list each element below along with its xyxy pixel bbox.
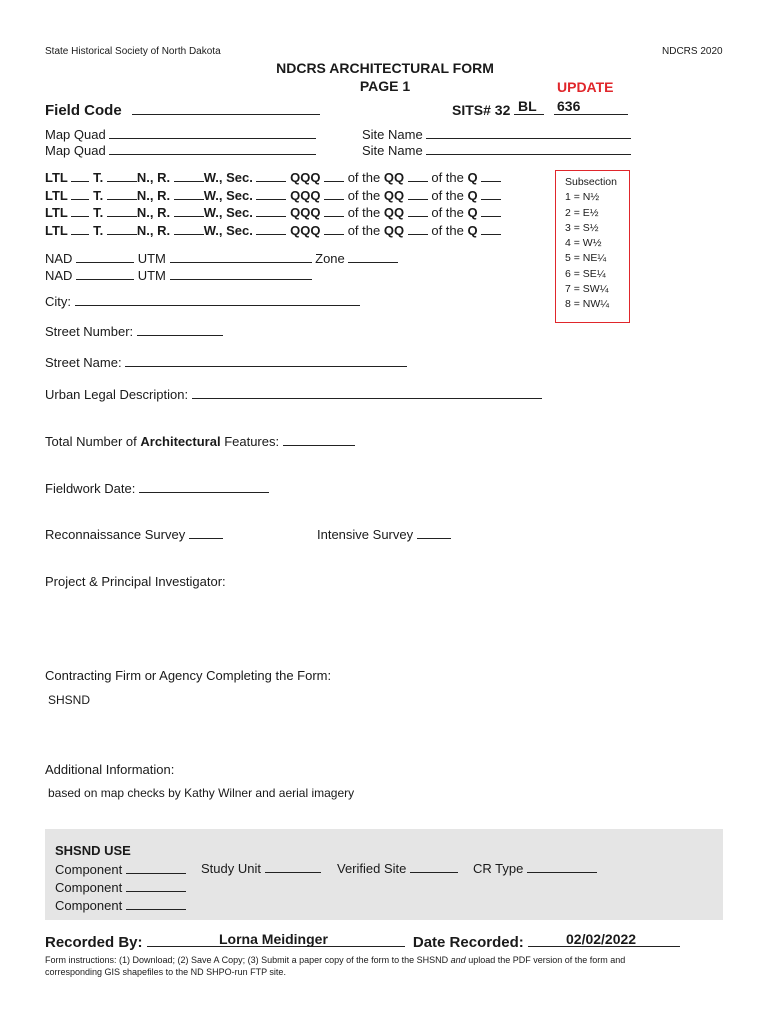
total-features-row <box>45 434 355 449</box>
map-quad-input-1[interactable] <box>109 138 316 139</box>
range-label: N., R. <box>136 170 171 185</box>
range-input[interactable] <box>174 199 204 200</box>
sits-number-input[interactable] <box>554 114 628 115</box>
verified-site-row <box>337 861 458 876</box>
ltl-row <box>45 222 501 240</box>
subsection-item: 3 = S½ <box>565 221 599 234</box>
subsection-item: 1 = N½ <box>565 191 600 204</box>
qqq-label: QQQ <box>290 187 321 203</box>
utm-input-1[interactable] <box>170 262 312 263</box>
subsection-title: Subsection <box>565 176 617 188</box>
nad-input-2[interactable] <box>76 279 134 280</box>
ltl-input[interactable] <box>71 216 89 217</box>
map-quad-block <box>45 127 316 159</box>
study-unit-row <box>201 861 321 876</box>
urban-legal-row <box>45 387 542 402</box>
q-input[interactable] <box>481 199 501 200</box>
form-instructions <box>45 955 625 978</box>
component-input-3[interactable] <box>126 909 186 910</box>
recorded-by-label: Recorded By: <box>45 934 143 951</box>
section-label: W., Sec. <box>203 187 253 203</box>
map-quad-label: Map Quad <box>45 143 106 158</box>
street-name-label: Street Name: <box>45 355 122 370</box>
contracting-firm-label: Contracting Firm or Agency Completing the Form: <box>45 668 332 683</box>
q-label: Q <box>467 187 478 203</box>
section-input[interactable] <box>256 216 286 217</box>
additional-info-value[interactable]: based on map checks by Kathy Wilner and aerial imagery <box>48 786 355 800</box>
zone-input[interactable] <box>348 262 398 263</box>
qq-label: QQ <box>383 187 405 203</box>
subsection-item: 4 = W½ <box>565 237 602 250</box>
component-label: Component <box>55 880 123 895</box>
update-stamp: UPDATE <box>557 79 614 95</box>
component-column <box>55 861 186 915</box>
sits-number-value: 636 <box>557 98 581 114</box>
city-label: City: <box>45 294 71 309</box>
shsnd-use-title: SHSND USE <box>55 843 131 858</box>
range-label: N., R. <box>136 223 171 239</box>
section-input[interactable] <box>256 234 286 235</box>
ltl-block <box>45 169 501 240</box>
qq-input[interactable] <box>408 181 428 182</box>
study-unit-input[interactable] <box>265 872 321 873</box>
sits-county-value: BL <box>518 98 537 114</box>
site-name-label: Site Name <box>362 127 423 142</box>
component-input-2[interactable] <box>126 891 186 892</box>
township-label: T. <box>93 223 104 239</box>
cr-type-label: CR Type <box>473 861 524 876</box>
section-label: W., Sec. <box>203 223 253 239</box>
component-label: Component <box>55 862 123 877</box>
field-code-label: Field Code <box>45 102 122 119</box>
nad-label: NAD <box>45 268 73 283</box>
section-label: W., Sec. <box>203 170 253 185</box>
utm-input-2[interactable] <box>170 279 312 280</box>
street-number-row <box>45 324 223 339</box>
city-row <box>45 294 360 309</box>
of-the-label: of the <box>431 170 464 185</box>
utm-label: UTM <box>137 251 166 266</box>
qq-input[interactable] <box>408 234 428 235</box>
qqq-input[interactable] <box>324 199 344 200</box>
form-title: NDCRS ARCHITECTURAL FORM <box>276 60 494 76</box>
ltl-label: LTL <box>45 205 68 221</box>
township-input[interactable] <box>107 234 137 235</box>
subsection-item: 5 = NE¼ <box>565 252 607 265</box>
field-code-row <box>45 102 320 119</box>
recon-survey-label: Reconnaissance Survey <box>45 527 186 542</box>
form-code: NDCRS 2020 <box>662 46 723 57</box>
total-features-suffix: Features: <box>220 434 280 449</box>
section-label: W., Sec. <box>203 205 253 221</box>
recorded-by-value: Lorna Meidinger <box>219 931 328 947</box>
sits-label: SITS# 32 <box>452 102 511 118</box>
range-input[interactable] <box>174 216 204 217</box>
verified-site-label: Verified Site <box>337 861 407 876</box>
zone-label: Zone <box>315 251 345 266</box>
section-input[interactable] <box>256 181 286 182</box>
instructions-part-2: upload the PDF version of the form and <box>465 955 626 965</box>
of-the-label: of the <box>431 205 464 221</box>
date-recorded-label: Date Recorded: <box>412 934 524 951</box>
ltl-label: LTL <box>45 187 68 203</box>
qq-label: QQ <box>383 205 405 221</box>
city-input[interactable] <box>75 305 360 306</box>
total-features-input[interactable] <box>283 445 355 446</box>
ltl-input[interactable] <box>71 181 89 182</box>
qq-input[interactable] <box>408 216 428 217</box>
cr-type-input[interactable] <box>527 872 597 873</box>
ltl-input[interactable] <box>71 234 89 235</box>
recon-survey-input[interactable] <box>189 538 223 539</box>
qqq-label: QQQ <box>290 205 321 221</box>
nad-utm-block <box>45 250 398 284</box>
map-quad-label: Map Quad <box>45 127 106 142</box>
street-number-input[interactable] <box>137 335 223 336</box>
study-unit-label: Study Unit <box>201 861 261 876</box>
org-name: State Historical Society of North Dakota <box>45 46 221 57</box>
nad-input-1[interactable] <box>76 262 134 263</box>
of-the-label: of the <box>347 187 381 203</box>
fieldwork-date-row <box>45 481 269 496</box>
intensive-survey-row <box>317 527 451 542</box>
of-the-label: of the <box>347 205 381 221</box>
township-input[interactable] <box>107 181 137 182</box>
q-label: Q <box>467 170 478 185</box>
cr-type-row <box>473 861 597 876</box>
qq-label: QQ <box>383 170 405 185</box>
q-input[interactable] <box>481 181 501 182</box>
range-label: N., R. <box>136 187 171 203</box>
range-label: N., R. <box>136 205 171 221</box>
project-pi-label: Project & Principal Investigator: <box>45 574 226 589</box>
qq-input[interactable] <box>408 199 428 200</box>
qqq-label: QQQ <box>290 170 321 185</box>
q-input[interactable] <box>481 216 501 217</box>
component-label: Component <box>55 898 123 913</box>
qqq-label: QQQ <box>290 223 321 239</box>
of-the-label: of the <box>347 223 381 239</box>
ltl-label: LTL <box>45 170 68 185</box>
q-input[interactable] <box>481 234 501 235</box>
street-name-row <box>45 355 407 370</box>
ltl-row <box>45 204 501 222</box>
township-label: T. <box>93 187 104 203</box>
subsection-item: 7 = SW¼ <box>565 283 609 296</box>
of-the-label: of the <box>347 170 381 185</box>
site-name-label: Site Name <box>362 143 423 158</box>
q-label: Q <box>467 205 478 221</box>
urban-legal-input[interactable] <box>192 398 542 399</box>
site-name-input-2[interactable] <box>426 154 631 155</box>
nad-label: NAD <box>45 251 73 266</box>
verified-site-input[interactable] <box>410 872 458 873</box>
intensive-survey-label: Intensive Survey <box>317 527 414 542</box>
instructions-part-1: Form instructions: (1) Download; (2) Save A Copy; (3) Submit a paper copy of the form to the SHSND <box>45 955 451 965</box>
date-recorded-value: 02/02/2022 <box>566 931 637 947</box>
ltl-label: LTL <box>45 223 68 239</box>
ltl-input[interactable] <box>71 199 89 200</box>
ltl-row <box>45 187 501 205</box>
qq-label: QQ <box>383 223 405 239</box>
ltl-row <box>45 169 501 187</box>
range-input[interactable] <box>174 181 204 182</box>
urban-legal-label: Urban Legal Description: <box>45 387 189 402</box>
township-label: T. <box>93 170 104 185</box>
site-name-input-1[interactable] <box>426 138 631 139</box>
subsection-item: 8 = NW¼ <box>565 298 610 311</box>
intensive-survey-input[interactable] <box>417 538 451 539</box>
map-quad-input-2[interactable] <box>109 154 316 155</box>
subsection-item: 6 = SE¼ <box>565 267 606 280</box>
site-name-block <box>362 127 631 159</box>
page-label: PAGE 1 <box>359 78 411 94</box>
range-input[interactable] <box>174 234 204 235</box>
subsection-legend <box>555 170 630 323</box>
contracting-firm-value[interactable]: SHSND <box>48 693 91 707</box>
qqq-input[interactable] <box>324 234 344 235</box>
qqq-input[interactable] <box>324 181 344 182</box>
township-label: T. <box>93 205 104 221</box>
of-the-label: of the <box>431 223 464 239</box>
street-number-label: Street Number: <box>45 324 134 339</box>
subsection-item: 2 = E½ <box>565 206 599 219</box>
total-features-bold: Architectural <box>140 434 221 449</box>
fieldwork-date-label: Fieldwork Date: <box>45 481 136 496</box>
instructions-and: and <box>450 955 466 965</box>
sits-row <box>452 102 628 118</box>
q-label: Q <box>467 223 478 239</box>
of-the-label: of the <box>431 187 464 203</box>
township-input[interactable] <box>107 199 137 200</box>
shsnd-use-box <box>45 829 723 920</box>
sits-county-input[interactable] <box>514 114 544 115</box>
township-input[interactable] <box>107 216 137 217</box>
utm-label: UTM <box>137 268 166 283</box>
section-input[interactable] <box>256 199 286 200</box>
qqq-input[interactable] <box>324 216 344 217</box>
instructions-part-3: corresponding GIS shapefiles to the ND SHPO-run FTP site. <box>45 966 286 977</box>
fieldwork-date-input[interactable] <box>139 492 269 493</box>
component-input-1[interactable] <box>126 873 186 874</box>
recon-survey-row <box>45 527 223 542</box>
field-code-input[interactable] <box>132 114 320 115</box>
total-features-prefix: Total Number of <box>45 434 141 449</box>
additional-info-label: Additional Information: <box>45 762 175 777</box>
street-name-input[interactable] <box>125 366 407 367</box>
